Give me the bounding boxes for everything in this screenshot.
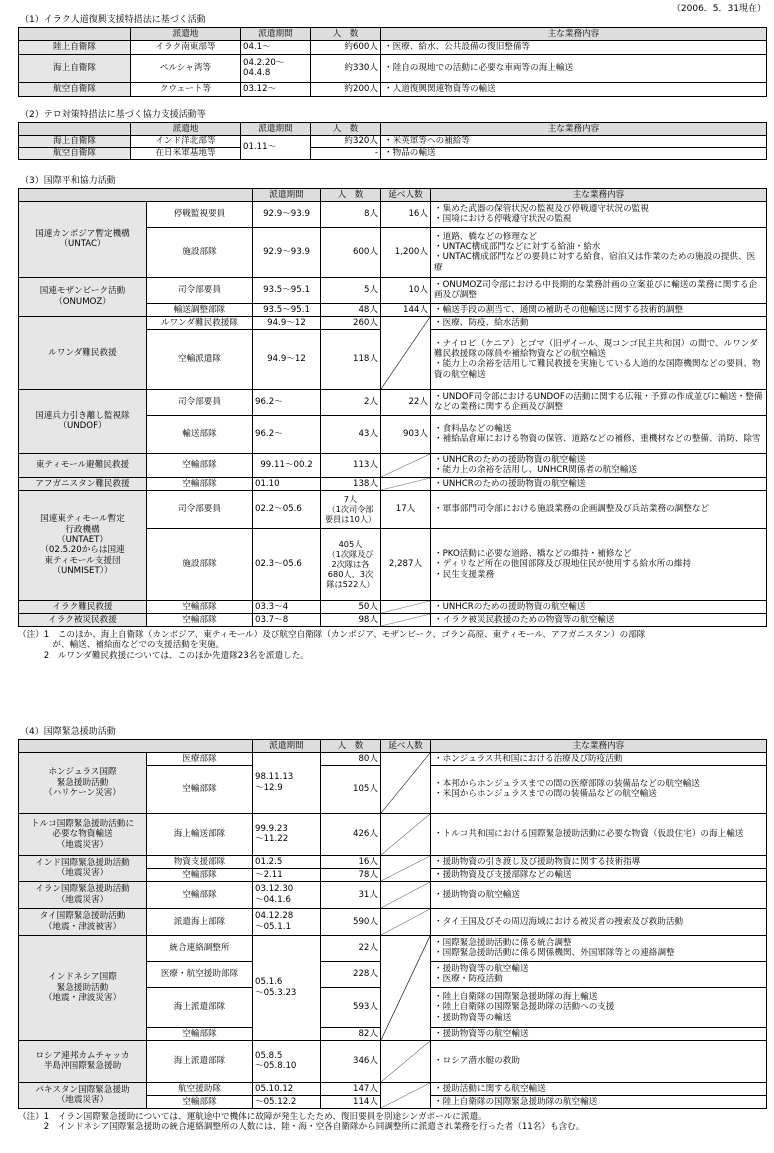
table-row: ホンジュラス国際 緊急援助活動 （ハリケーン災害） 医療部隊 98.11.13 ～12.9 80人 ・ホンジュラス共和国における治療及び防疫活動 (19, 752, 767, 765)
place: ペルシャ湾等 (131, 54, 241, 82)
unit-name: 陸上自衛隊 (19, 40, 131, 54)
section-title: （1）イラク人道復興支援特措法に基づく活動 (20, 15, 206, 25)
header-row (19, 27, 767, 40)
table-row: イラク難民救援 空輸部隊 03.3～4 50人 ・UNHCRのための援助物資の航空輸送 (19, 600, 767, 613)
period: 04.2.20～ 04.4.8 (241, 54, 311, 82)
table-row: 国連東ティモール暫定 行政機構 （UNTAET） （02.5.20からは国連 東ティモール支援団 （UNMISET）） 司令部要員 02.2～05.6 7人 （1次司令部 要員は10人） 17人 ・軍事部門司令部における施設業務の企画調整及び兵站業務の調整など (19, 490, 767, 528)
table-row: 国連兵力引き離し監視隊 （UNDOF） 司令部要員 96.2～ 2人 22人 ・UNDOF司令部におけるUNDOFの活動に関する広報・予算の作成並びに輸送・整備などの業務に関する企画及び調整 (19, 389, 767, 415)
period: 04.1～ (241, 40, 311, 54)
desc: ・陸自の現地での活動に必要な車両等の海上輸送 (381, 54, 767, 82)
place: クウェート等 (131, 82, 241, 96)
table-row: 空輸部隊 105人 ・本邦からホンジュラスまでの間の医療部隊の装備品などの航空輸送 ・米国からホンジュラスまでの間の装備品などの航空輸送 (19, 765, 767, 813)
table-row: タイ国際緊急援助活動 （地震・津波被害） 派遣海上部隊 04.12.28 ～05.1.1 590人 ・タイ王国及びその周辺海域における被災者の捜索及び救助活動 (19, 908, 767, 935)
anti-terror-table (18, 122, 767, 160)
table-row: アフガニスタン難民救援 空輸部隊 01.10 138人 ・UNHCRのための援助物資の航空輸送 (19, 477, 767, 490)
table-row (19, 40, 767, 54)
col-num: 人 数 (311, 27, 381, 40)
table-row: 空輸派遣隊 94.9～12 118人 ・ナイロビ（ケニア）とゴマ（旧ザイール、現コンゴ民主共和国）の間で、ルワンダ難民救援隊の隊員や補給物資などの航空輸送 ・能力上の余裕を活用して難民救援を実施している人道的な国際機関などの要員、物資の航空輸送 (19, 329, 767, 389)
notes: （注）1 このほか、海上自衛隊（カンボジア、東ティモール）及び航空自衛隊（カンボジア、モザンビーク、ゴラン高原、東ティモール、アフガニスタン）の部隊 が、輸送、補給面などでの支援活動を実施。 2 ルワンダ難民救援については、このほか先遣隊23名を派遣した。 (18, 629, 646, 661)
col-period: 派遣期間 (241, 27, 311, 40)
iraq-table (18, 27, 767, 97)
section-disaster-relief (18, 727, 766, 1133)
section-title: （2）テロ対策特措法に基づく協力支援活動等 (20, 110, 206, 120)
col-desc: 主な業務内容 (381, 27, 767, 40)
header-row: 派遣期間 人 数 延べ人数 主な業務内容 (19, 739, 767, 752)
num: 約600人 (311, 40, 381, 54)
period: 03.12～ (241, 82, 311, 96)
unit-name: 海上自衛隊 (19, 54, 131, 82)
table-row: 施設部隊 92.9～93.9 600人 1,200人 ・道路、橋などの修理など ・UNTAC構成部門などに対する給油・給水 ・UNTAC構成部門などの要員に対する給食、宿泊又は作業のための施設の提供、医療 (19, 227, 767, 277)
table-row: イラク被災民救援 空輸部隊 03.7～8 98人 ・イラク被災民救援のための物資等の航空輸送 (19, 613, 767, 626)
table-row: 国連モザンビーク活動 （ONUMOZ） 司令部要員 93.5～95.1 5人 10人 ・ONUMOZ司令部における中長期的な業務計画の立案並びに輸送の業務に関する企画及び調整 (19, 277, 767, 303)
desc: ・人道復興関連物資等の輸送 (381, 82, 767, 96)
desc: ・医療、給水、公共設備の復旧整備等 (381, 40, 767, 54)
section-title: （3）国際平和協力活動 (20, 176, 116, 186)
table-row: インドネシア国際 緊急援助活動 （地震・津波災害） 統合連絡調整所 05.1.6 ～05.3.23 22人 ・国際緊急援助活動に係る統合調整 ・国際緊急援助活動に係る関係機関、外国軍隊等との連絡調整 (19, 935, 767, 961)
table-row: 空輸部隊 ～2.11 78人 ・援助物資及び支援部隊などの輸送 (19, 868, 767, 881)
notes: （注）1 イラン国際緊急援助については、運航途中で機体に故障が発生したため、復旧要員を別途シンガポールに派遣。 2 インドネシア国際緊急援助の統合連絡調整所の人数には、陸・海・空各自衛隊から同調整所に派遣され業務を行った者（11名）も含む。 (18, 1111, 585, 1133)
col-place: 派遣地 (131, 27, 241, 40)
table-row: 医療・航空援助部隊 228人 ・援助物資等の航空輸送 ・医療・防疫活動 (19, 961, 767, 987)
header-row: 派遣地 派遣期間 人 数 主な業務内容 (19, 122, 767, 135)
table-row: パキスタン国際緊急援助 （地震災害） 航空援助隊 05.10.12 147人 ・援助活動に関する航空輸送 (19, 1082, 767, 1095)
table-row: 輸送調整部隊 93.5～95.1 48人 144人 ・輸送手段の割当て、通関の補助その他輸送に関する技術的調整 (19, 303, 767, 316)
table-row: 国連カンボジア暫定機構 （UNTAC） 停戦監視要員 92.9～93.9 8人 16人 ・集めた武器の保管状況の監視及び停戦遵守状況の監視 ・国境における停戦遵守状況の監視 (19, 201, 767, 227)
empty-diagonal (381, 316, 431, 389)
table-row: 東ティモール避難民救援 空輸部隊 99.11～00.2 113人 ・UNHCRのための援助物資の航空輸送 ・能力上の余裕を活用し、UNHCR関係者の航空輸送 (19, 453, 767, 477)
section-peacekeeping (18, 176, 766, 661)
num: 約330人 (311, 54, 381, 82)
num: 約200人 (311, 82, 381, 96)
unit-name: 航空自衛隊 (19, 82, 131, 96)
table-row: 空輸部隊 82人 ・援助物資等の航空輸送 (19, 1027, 767, 1040)
table-row: ロシア連邦カムチャッカ 半島沖国際緊急援助 海上派遣部隊 05.8.5 ～05.8.10 346人 ・ロシア潜水艇の救助 (19, 1040, 767, 1082)
mission-name: 国連カンボジア暫定機構 （UNTAC） (19, 201, 147, 277)
peacekeeping-table (18, 188, 767, 627)
table-row: インド国際緊急援助活動 （地震災害） 物資支援部隊 01.2.5 16人 ・援助物資の引き渡し及び援助物資に関する技術指導 (19, 855, 767, 868)
table-row: 海上派遣部隊 593人 ・陸上自衛隊の国際緊急援助隊の海上輸送 ・陸上自衛隊の国際緊急援助隊の活動への支援 ・援助物資等の輸送 (19, 987, 767, 1027)
date-stamp: （2006．5．31現在） (671, 4, 766, 14)
header-row: 派遣期間 人 数 延べ人数 主な業務内容 (19, 188, 767, 201)
place: イラク南東部等 (131, 40, 241, 54)
period: 01.11～ (241, 135, 311, 159)
section-anti-terror (18, 110, 766, 160)
table-row: 輸送部隊 96.2～ 43人 903人 ・食料品などの輸送 ・補給品倉庫における物資の保管、道路などの補修、重機材などの整備、消防、除雪 (19, 415, 767, 453)
disaster-relief-table (18, 739, 767, 1109)
table-row: トルコ国際緊急援助活動に 必要な物資輸送 （地震災害） 海上輸送部隊 99.9.23 ～11.22 426人 ・トルコ共和国における国際緊急援助活動に必要な物資（仮設住宅）の海上輸送 (19, 813, 767, 855)
section-iraq (18, 15, 766, 97)
table-row: 航空自衛隊 在日米軍基地等 - ・物品の輸送 (19, 147, 767, 159)
table-row: ルワンダ難民救援 ルワンダ難民救援隊 94.9～12 260人 ・医療、防疫、給水活動 (19, 316, 767, 329)
table-row (19, 82, 767, 96)
table-row: 海上自衛隊 インド洋北部等 01.11～ 約320人 ・米英軍等への補給等 (19, 135, 767, 147)
table-row: 施設部隊 02.3～05.6 405人 （1次隊及び 2次隊は各 680人、3次 隊は522人） 2,287人 ・PKO活動に必要な道路、橋などの維持・補修など ・ディリなど所在の他国部隊及び現地住民が使用する給水所の維持 ・民生支援業務 (19, 528, 767, 600)
table-row: イラン国際緊急援助活動 （地震災害） 空輸部隊 03.12.30 ～04.1.6 31人 ・援助物資の航空輸送 (19, 881, 767, 908)
table-row (19, 54, 767, 82)
table-row: 空輸部隊 ～05.12.2 114人 ・陸上自衛隊の国際緊急援助隊の航空輸送 (19, 1095, 767, 1108)
section-title: （4）国際緊急援助活動 (20, 727, 116, 737)
